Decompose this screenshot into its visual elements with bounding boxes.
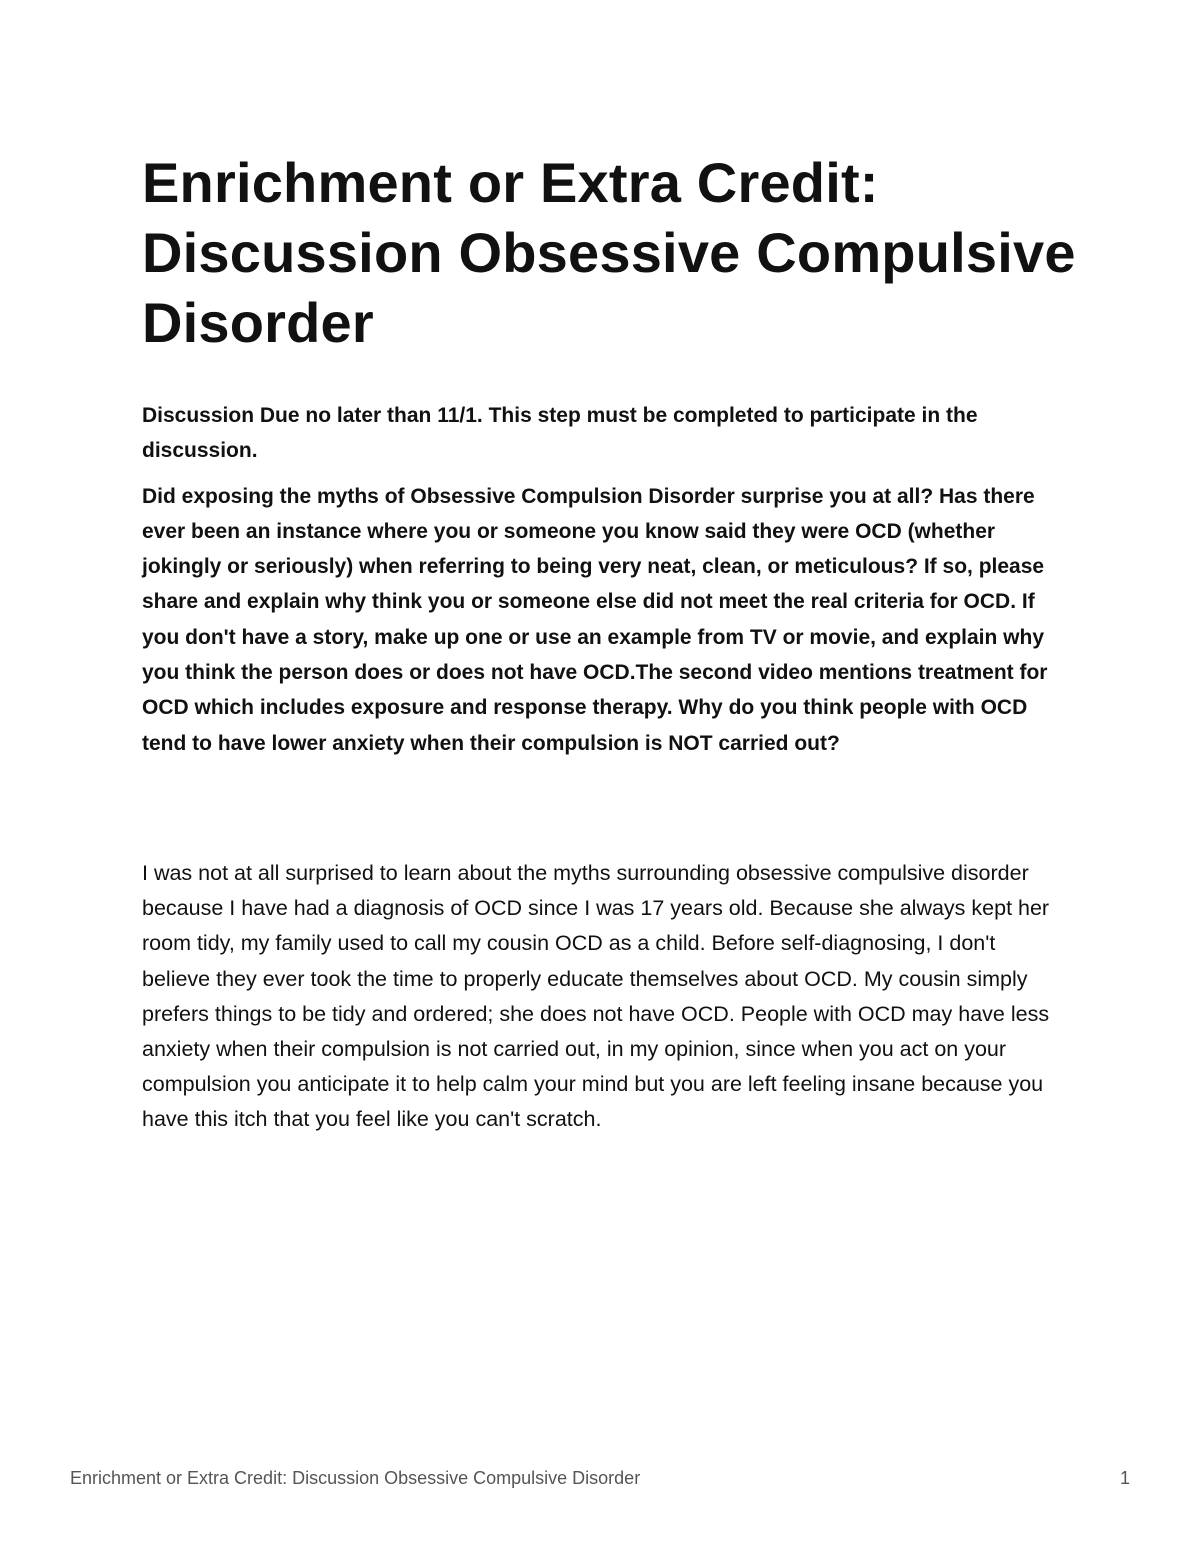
page-number: 1 <box>1119 1468 1130 1488</box>
page-title: Enrichment or Extra Credit: Discussion Obsessive Compulsive Disorder <box>142 151 1076 354</box>
assignment-prompt-section <box>142 398 1067 761</box>
page-footer <box>70 1465 1130 1491</box>
due-date-note: Discussion Due no later than 11/1. This step must be completed to participate in the discussion. <box>142 404 978 463</box>
discussion-prompt: Did exposing the myths of Obsessive Compulsion Disorder surprise you at all? Has there ever been an instance where you or someone you know said they were OCD (whether jokingly or seriously) when referring to being very neat, clean, or meticulous? If so, please share and explain why think you or someone else did not meet the real criteria for OCD. If you don't have a story, make up one or use an example from TV or movie, and explain why you think the person does or does not have OCD.The second video mentions treatment for OCD which includes exposure and response therapy. Why do you think people with OCD tend to have lower anxiety when their compulsion is NOT carried out? <box>142 484 1048 755</box>
student-response: I was not at all surprised to learn about the myths surrounding obsessive compulsive disorder because I have had a diagnosis of OCD since I was 17 years old. Because she always kept her room tidy, my family used to call my cousin OCD as a child. Before self-diagnosing, I don't believe they ever took the time to properly educate themselves about OCD. My cousin simply prefers things to be tidy and ordered; she does not have OCD. People with OCD may have less anxiety when their compulsion is not carried out, in my opinion, since when you act on your compulsion you anticipate it to help calm your mind but you are left feeling insane because you have this itch that you feel like you can't scratch. <box>142 861 1050 1132</box>
footer-title: Enrichment or Extra Credit: Discussion Obsessive Compulsive Disorder <box>70 1468 641 1488</box>
